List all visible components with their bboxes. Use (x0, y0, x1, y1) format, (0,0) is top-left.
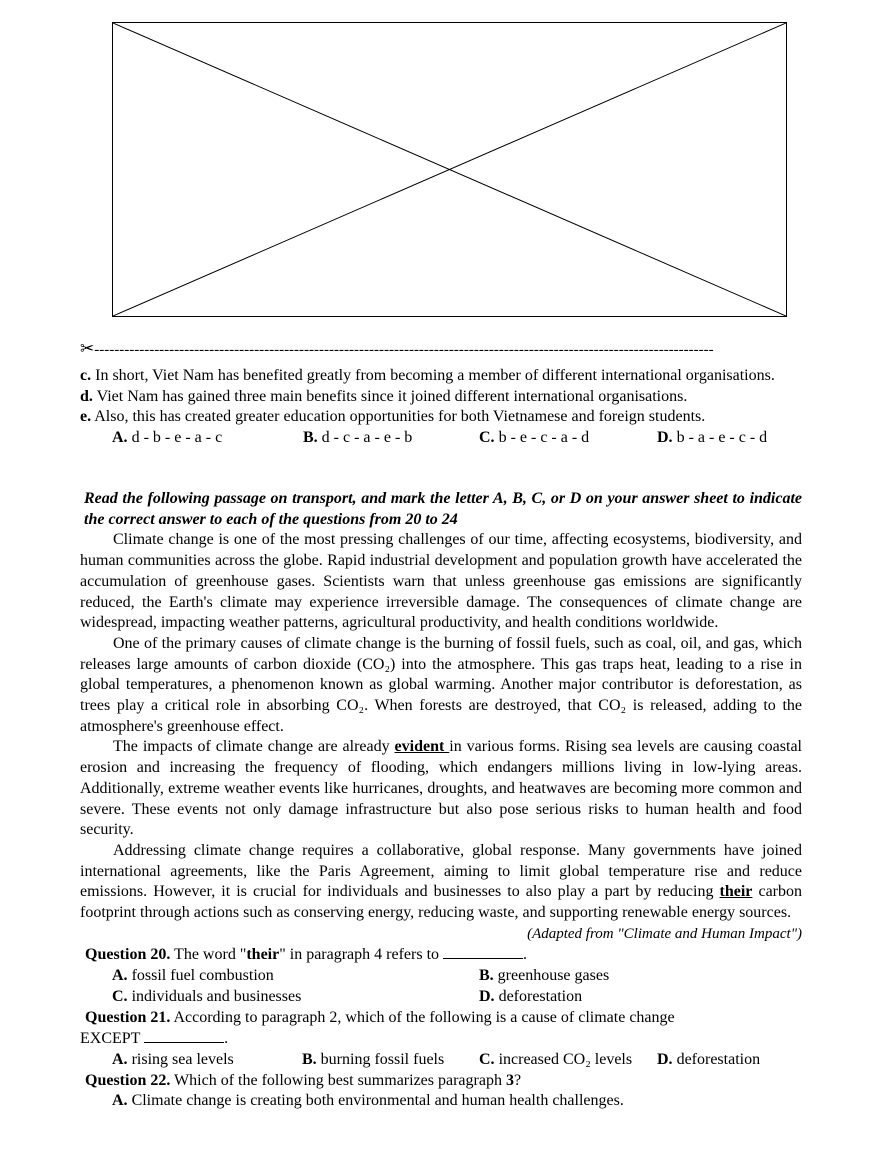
q20-option-d[interactable]: D. deforestation (479, 987, 583, 1005)
answer-blank (443, 944, 523, 959)
q20-options-row2 (80, 987, 802, 1008)
sentence-c: c. In short, Viet Nam has benefited greatly from becoming a member of different international organisations. (80, 367, 775, 384)
q21-options (80, 1050, 802, 1071)
question-20: Question 20. The word "their" in paragraph 4 refers to . (85, 946, 528, 964)
q22-options (80, 1091, 802, 1112)
q19-options (80, 428, 802, 449)
q20-option-c[interactable]: C. individuals and businesses (112, 987, 302, 1005)
q19-option-a[interactable]: A. d - b - e - a - c (112, 429, 223, 447)
question-21-line2: EXCEPT . (80, 1030, 229, 1048)
image-placeholder (112, 22, 787, 317)
answer-blank (144, 1028, 224, 1043)
cut-line (80, 339, 802, 360)
sentence-e: e. Also, this has created greater education opportunities for both Vietnamese and foreign students. (80, 408, 706, 426)
q21-option-c[interactable]: C. increased CO₂ levels (479, 1050, 633, 1068)
paragraph-4: Addressing climate change requires a collaborative, global response. Many governments have joined international agreements, like the Paris Agreement, aiming to limit global temperature rise and reduce emissions. However, it is crucial for individuals and businesses to also play a part by reducing their carbon footprint through actions such as conserving energy, reducing waste, and supporting renewable energy sources. (80, 841, 803, 922)
q19-option-b[interactable]: B. d - c - a - e - b (303, 429, 413, 447)
scissors-icon: ✂ (80, 339, 95, 358)
underlined-word-evident: evident (394, 738, 450, 756)
underlined-word-their: their (719, 883, 753, 901)
q21-option-b[interactable]: B. burning fossil fuels (302, 1050, 445, 1068)
reading-section (80, 489, 802, 1112)
dashed-line: ---------------------------------------------------------------------------------------------------------------------------- (94, 342, 714, 358)
q22-option-a[interactable]: A. Climate change is creating both environmental and human health challenges. (112, 1092, 624, 1110)
placeholder-cross-icon (113, 23, 786, 316)
paragraph-2: One of the primary causes of climate change is the burning of fossil fuels, such as coal, oil, and gas, which releases large amounts of carbon dioxide (CO₂) into the atmosphere. This gas traps heat, leading to a rise in global temperatures, a phenomenon known as global warming. Another major contributor is deforestation, as trees play a critical role in absorbing CO₂. When forests are destroyed, that CO₂ is released, adding to the atmosphere's greenhouse effect. (80, 634, 802, 735)
question-21: Question 21. According to paragraph 2, which of the following is a cause of climate change (85, 1008, 675, 1026)
instruction: Read the following passage on transport, and mark the letter A, B, C, or D on your answer sheet to indicate the correct answer to each of the questions from 20 to 24 (84, 490, 802, 528)
q19-option-d[interactable]: D. b - a - e - c - d (657, 429, 768, 447)
question-22: Question 22. Which of the following best summarizes paragraph 3? (85, 1071, 522, 1089)
q20-option-b[interactable]: B. greenhouse gases (479, 967, 610, 985)
paragraph-3: The impacts of climate change are already evident in various forms. Rising sea levels are causing coastal erosion and increasing the frequency of flooding, which endangers millions living in low-lying areas. Additionally, extreme weather events like hurricanes, droughts, and heatwaves are becoming more common and severe. These events not only damage infrastructure but also pose serious risks to human health and food security. (80, 738, 802, 839)
source-citation: (Adapted from "Climate and Human Impact") (527, 925, 802, 942)
paragraph-1: Climate change is one of the most pressing challenges of our time, affecting ecosystems, biodiversity, and human communities across the globe. Rapid industrial development and population growth have accelerated the accumulation of greenhouse gases. Scientists warn that unless greenhouse gas emissions are significantly reduced, the Earth's climate may experience irreversible damage. The consequences of climate change are widespread, impacting weather patterns, agricultural productivity, and health conditions worldwide. (80, 531, 802, 632)
q20-option-a[interactable]: A. fossil fuel combustion (112, 967, 274, 985)
sentence-block (80, 366, 802, 449)
q20-options-row1 (80, 966, 802, 987)
q21-option-a[interactable]: A. rising sea levels (112, 1050, 234, 1068)
q21-option-d[interactable]: D. deforestation (657, 1050, 761, 1068)
sentence-d: d. Viet Nam has gained three main benefits since it joined different international organisations. (80, 387, 688, 405)
q19-option-c[interactable]: C. b - e - c - a - d (479, 429, 590, 447)
